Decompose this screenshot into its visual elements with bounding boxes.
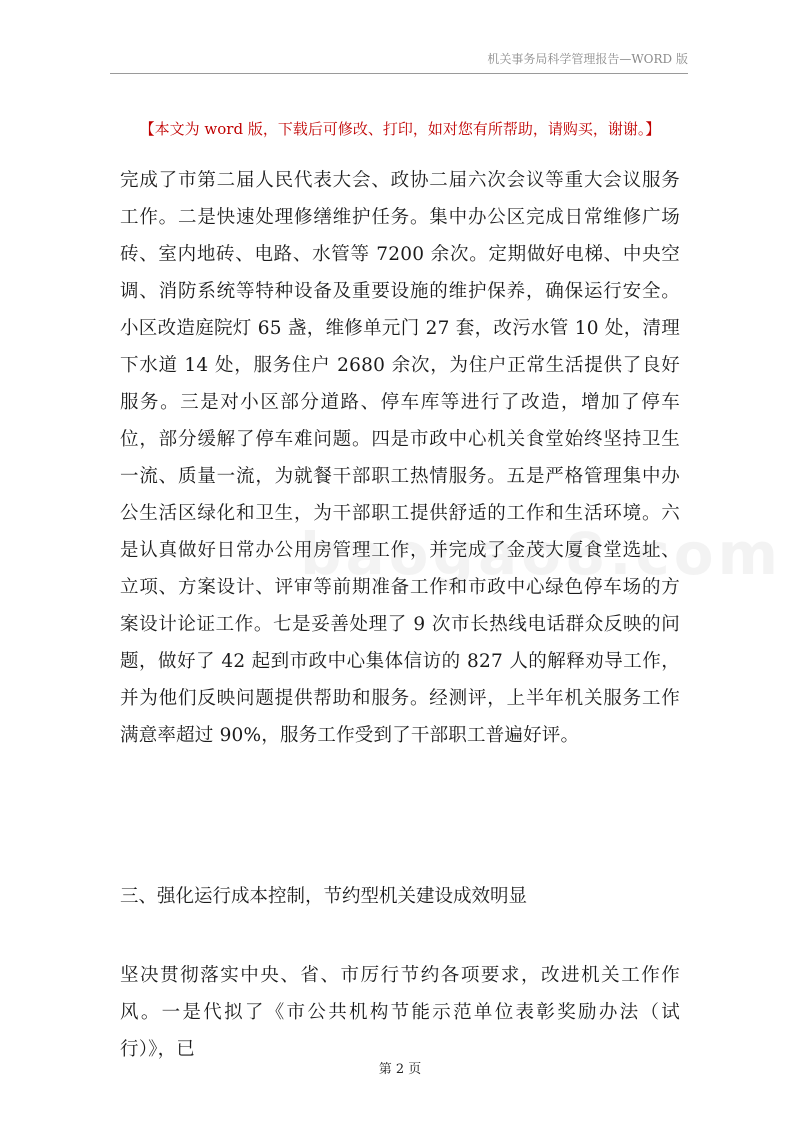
body-paragraph-2: 坚决贯彻落实中央、省、市厉行节约各项要求，改进机关工作作风。一是代拟了《市公共机构节能示范单位表彰奖励办法（试行）》，已 [120,965,680,1060]
purchase-notice: 【本文为 word 版，下载后可修改、打印，如对您有所帮助，请购买，谢谢。】 [139,120,661,138]
page-number: 第 2 页 [378,1062,422,1077]
page-header: 机关事务局科学管理报告—WORD 版 [110,50,688,74]
body-paragraph-1: 完成了市第二届人民代表大会、政协二届六次会议等重大会议服务工作。二是快速处理修缮维护任务。集中办公区完成日常维修广场砖、室内地砖、电路、水管等 7200 余次。定期做好电梯、中央空调、消防系统等特种设备及重要设施的维护保养，确保运行安全。小区改造庭院灯 65 盏，维修单元门 27 套，改污水管 10 处，清理下水道 14 处，服务住户 2680 余次，为住户正常生活提供了良好服务。三是对小区部分道路、停车库等进行了改造，增加了停车位，部分缓解了停车难问题。四是市政中心机关食堂始终坚持卫生一流、质量一流，为就餐干部职工热情服务。五是严格管理集中办公生活区绿化和卫生，为干部职工提供舒适的工作和生活环境。六是认真做好日常办公用房管理工作，并完成了金茂大厦食堂选址、立项、方案设计、评审等前期准备工作和市政中心绿色停车场的方案设计论证工作。七是妥善处理了 9 次市长热线电话群众反映的问题，做好了 42 起到市政中心集体信访的 827 人的解释劝导工作，并为他们反映问题提供帮助和服务。经测评，上半年机关服务工作满意率超过 90%，服务工作受到了干部职工普遍好评。 [120,170,680,746]
section-heading: 三、强化运行成本控制，节约型机关建设成效明显 [120,886,528,907]
